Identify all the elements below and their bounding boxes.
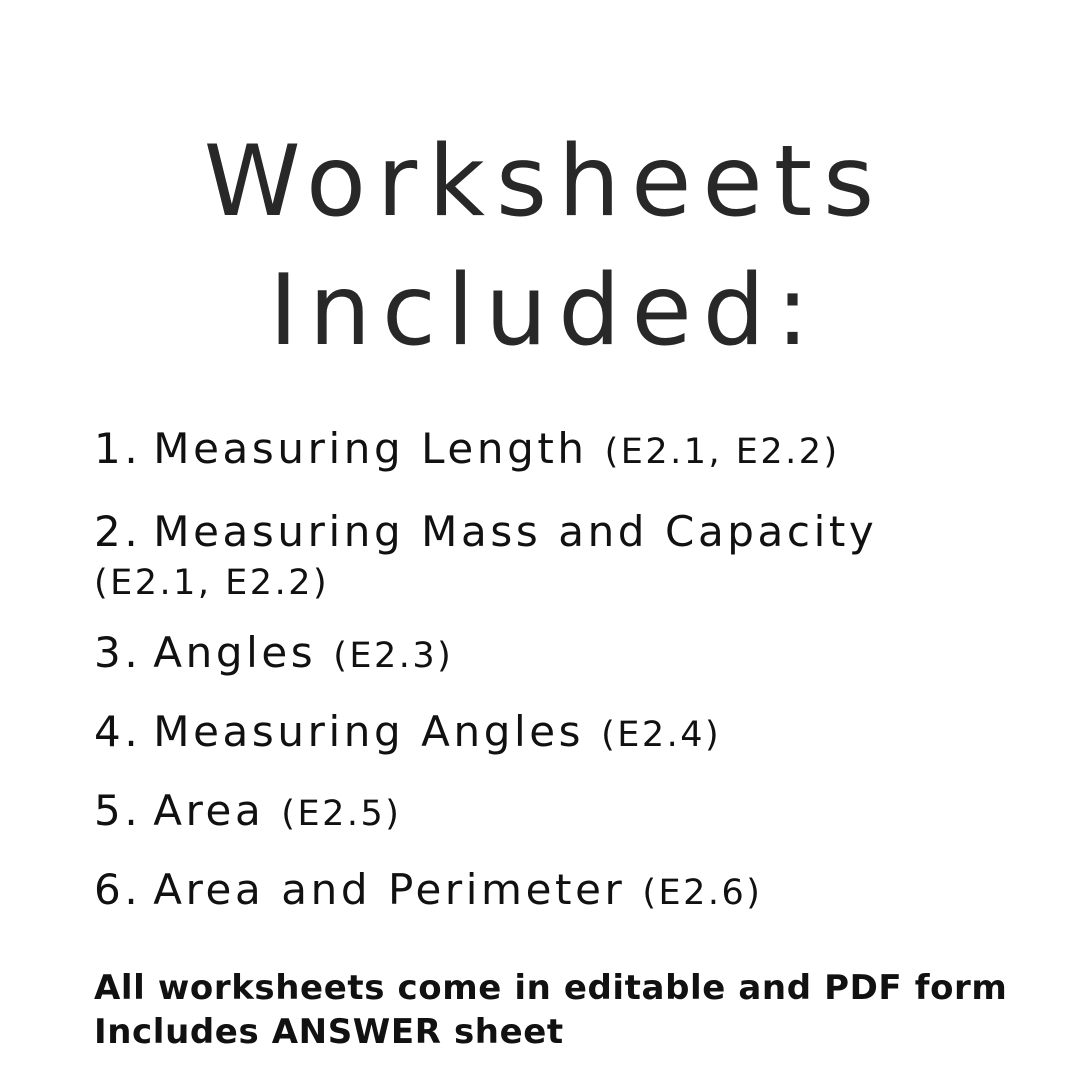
item-codes: (E2.1, E2.2)	[604, 432, 840, 472]
worksheet-item	[94, 628, 454, 677]
item-name: Area and Perimeter	[153, 865, 626, 914]
item-codes: (E2.4)	[601, 715, 722, 755]
item-number: 2.	[94, 507, 142, 556]
item-name: Area	[153, 786, 265, 835]
item-codes: (E2.5)	[281, 794, 402, 834]
footer-note	[94, 966, 1054, 1054]
answer-sheet-note: Includes ANSWER sheet	[94, 1012, 564, 1052]
item-name: Measuring Length	[153, 424, 588, 473]
worksheet-item	[94, 508, 994, 607]
item-name: Measuring Mass and Capacity	[153, 507, 878, 556]
page-title-line-2: Included:	[269, 254, 820, 368]
item-number: 3.	[94, 628, 142, 677]
item-number: 1.	[94, 424, 142, 473]
item-codes: (E2.1, E2.2)	[94, 563, 330, 603]
worksheet-item	[94, 424, 840, 473]
item-codes: (E2.6)	[642, 873, 763, 913]
item-number: 4.	[94, 707, 142, 756]
worksheet-item	[94, 786, 402, 835]
worksheet-item	[94, 707, 722, 756]
page-title-line-1: Worksheets	[203, 125, 886, 239]
item-number: 6.	[94, 865, 142, 914]
item-number: 5.	[94, 786, 142, 835]
item-codes: (E2.3)	[333, 636, 454, 676]
worksheet-item	[94, 865, 763, 914]
item-name: Measuring Angles	[153, 707, 585, 756]
item-name: Angles	[153, 628, 317, 677]
format-note: All worksheets come in editable and PDF form	[94, 968, 1008, 1008]
